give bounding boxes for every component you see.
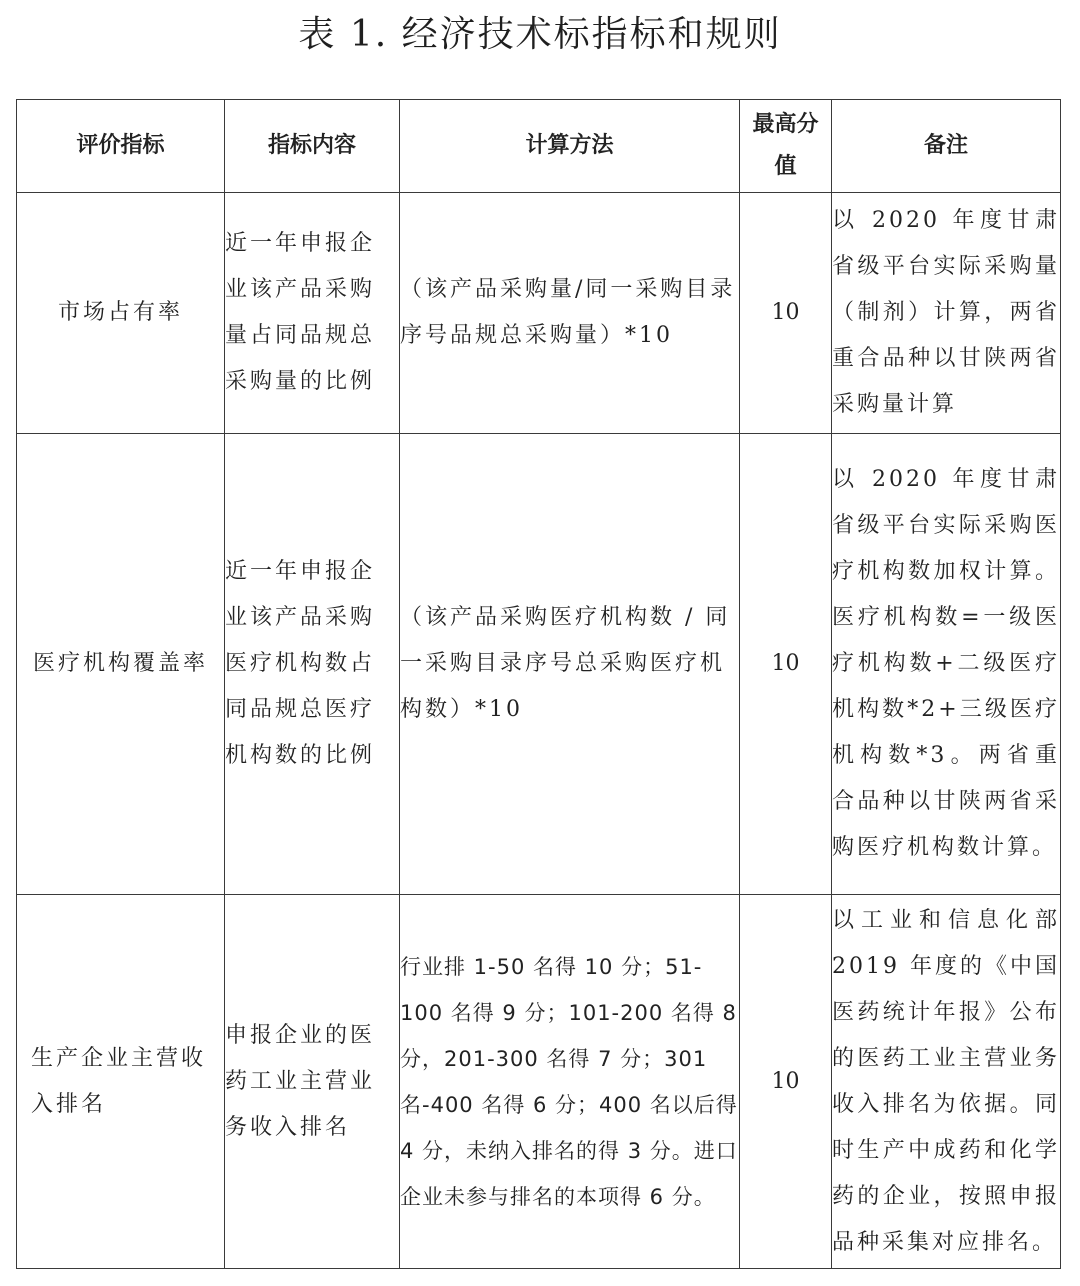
- row-indicator: 市场占有率: [17, 193, 225, 434]
- header-indicator: 评价指标: [17, 100, 225, 193]
- table-row: [17, 434, 1061, 895]
- row-content: 近一年申报企业该产品采购量占同品规总采购量的比例: [225, 193, 400, 434]
- table-row: [17, 193, 1061, 434]
- header-content: 指标内容: [225, 100, 400, 193]
- header-remark: 备注: [832, 100, 1061, 193]
- header-method: 计算方法: [400, 100, 740, 193]
- row-indicator: 医疗机构覆盖率: [17, 434, 225, 895]
- row-method: （该产品采购量/同一采购目录序号品规总采购量）*10: [400, 193, 740, 434]
- row-remark: 以工业和信息化部 2019 年度的《中国医药统计年报》公布的医药工业主营业务收入排名为依据。同时生产中成药和化学药的企业，按照申报品种采集对应排名。: [832, 895, 1061, 1269]
- row-max-score: 10: [740, 434, 832, 895]
- table-row: [17, 895, 1061, 1269]
- row-content: 近一年申报企业该产品采购医疗机构数占同品规总医疗机构数的比例: [225, 434, 400, 895]
- row-indicator: 生产企业主营收入排名: [17, 895, 225, 1269]
- row-max-score: 10: [740, 895, 832, 1269]
- header-row: [17, 100, 1061, 193]
- row-content: 申报企业的医药工业主营业务收入排名: [225, 895, 400, 1269]
- row-method: （该产品采购医疗机构数 / 同一采购目录序号总采购医疗机构数）*10: [400, 434, 740, 895]
- row-remark: 以 2020 年度甘肃省级平台实际采购量（制剂）计算，两省重合品种以甘陕两省采购量计算: [832, 193, 1061, 434]
- scoring-table: [16, 99, 1061, 1269]
- row-remark: 以 2020 年度甘肃省级平台实际采购医疗机构数加权计算。医疗机构数=一级医疗机构数+二级医疗机构数*2+三级医疗机构数*3。两省重合品种以甘陕两省采购医疗机构数计算。: [832, 434, 1061, 895]
- row-max-score: 10: [740, 193, 832, 434]
- header-max-score: 最高分值: [740, 100, 832, 193]
- table-title: 表 1. 经济技术标指标和规则: [298, 14, 782, 55]
- row-method: 行业排 1-50 名得 10 分；51-100 名得 9 分；101-200 名得 8 分，201-300 名得 7 分；301 名-400 名得 6 分；400 名以后得 4 分，未纳入排名的得 3 分。进口企业未参与排名的本项得 6 分。: [400, 895, 740, 1269]
